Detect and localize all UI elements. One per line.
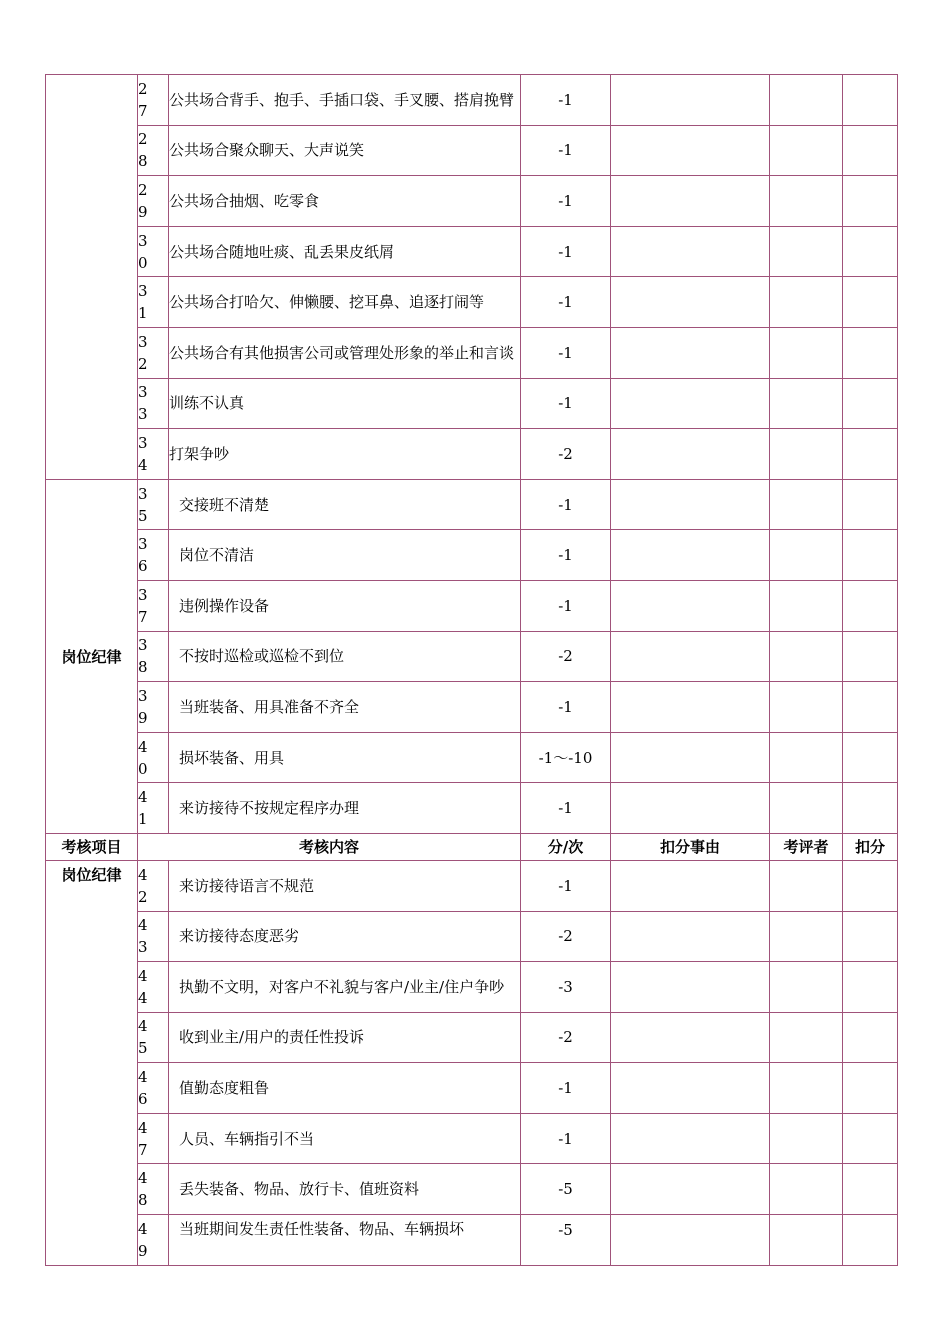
deduction-reason-cell[interactable] [611,962,770,1013]
assessment-content: 打架争吵 [169,429,521,480]
score-per-time: -2 [521,1012,611,1063]
deduction-cell[interactable] [843,479,898,530]
row-number-digit: 4 [138,1068,148,1087]
row-number-digit: 9 [138,708,148,727]
assessment-content: 公共场合背手、抱手、手插口袋、手叉腰、搭肩挽臂 [169,75,521,126]
assessment-content: 公共场合抽烟、吃零食 [169,176,521,227]
score-per-time: -5 [521,1164,611,1215]
row-number-digit: 3 [138,282,148,301]
row-number-digit: 3 [138,484,148,503]
row-number [138,277,169,328]
table-row [46,125,898,176]
assessment-content: 不按时巡检或巡检不到位 [169,631,521,682]
deduction-reason-cell[interactable] [611,631,770,682]
row-number-digit: 4 [138,1118,148,1137]
row-number-digit: 0 [138,759,148,778]
deduction-cell[interactable] [843,580,898,631]
deduction-cell[interactable] [843,682,898,733]
table-row [46,327,898,378]
reviewer-cell[interactable] [770,479,843,530]
row-number [138,479,169,530]
deduction-cell[interactable] [843,277,898,328]
score-per-time: -1 [521,479,611,530]
score-per-time: -1 [521,580,611,631]
row-number-digit: 8 [138,1191,148,1210]
row-number [138,1063,169,1114]
deduction-reason-cell[interactable] [611,1164,770,1215]
row-number-digit: 3 [138,332,148,351]
assessment-content: 人员、车辆指引不当 [169,1113,521,1164]
reviewer-cell[interactable] [770,125,843,176]
row-number-digit: 1 [138,304,148,323]
row-number [138,962,169,1013]
deduction-cell[interactable] [843,911,898,962]
score-per-time: -1 [521,176,611,227]
row-number-digit: 5 [138,506,148,525]
deduction-reason-cell[interactable] [611,277,770,328]
assessment-content: 岗位不清洁 [169,530,521,581]
table-row [46,1215,898,1266]
deduction-reason-cell[interactable] [611,1012,770,1063]
reviewer-cell[interactable] [770,327,843,378]
deduction-reason-cell[interactable] [611,530,770,581]
table-row [46,277,898,328]
deduction-reason-cell[interactable] [611,1215,770,1266]
deduction-reason-cell[interactable] [611,783,770,834]
assessment-content: 执勤不文明，对客户不礼貌与客户/业主/住户争吵 [169,962,521,1013]
table-row [46,429,898,480]
reviewer-cell[interactable] [770,962,843,1013]
row-number-digit: 2 [138,887,148,906]
score-per-time: -5 [521,1215,611,1266]
category-cell: 岗位纪律 [46,860,138,1265]
score-per-time: -1 [521,125,611,176]
reviewer-cell[interactable] [770,1063,843,1114]
deduction-reason-cell[interactable] [611,580,770,631]
row-number [138,580,169,631]
assessment-content: 当班装备、用具准备不齐全 [169,682,521,733]
assessment-content: 丢失装备、物品、放行卡、值班资料 [169,1164,521,1215]
deduction-cell[interactable] [843,327,898,378]
deduction-reason-cell[interactable] [611,75,770,126]
table-row [46,226,898,277]
reviewer-cell[interactable] [770,429,843,480]
score-per-time: -3 [521,962,611,1013]
reviewer-cell[interactable] [770,1012,843,1063]
deduction-cell[interactable] [843,530,898,581]
row-number-digit: 2 [138,79,148,98]
deduction-cell[interactable] [843,1164,898,1215]
reviewer-cell[interactable] [770,1164,843,1215]
table-row [46,530,898,581]
score-per-time: -1 [521,860,611,911]
deduction-cell[interactable] [843,1215,898,1266]
assessment-content: 公共场合打哈欠、伸懒腰、挖耳鼻、追逐打闹等 [169,277,521,328]
row-number [138,783,169,834]
score-per-time: -1 [521,327,611,378]
row-number-digit: 4 [138,455,148,474]
deduction-reason-cell[interactable] [611,125,770,176]
row-number-digit: 4 [138,1169,148,1188]
score-per-time: -2 [521,631,611,682]
deduction-cell[interactable] [843,783,898,834]
row-number-digit: 7 [138,1140,148,1159]
row-number [138,1113,169,1164]
table-row [46,580,898,631]
row-number-digit: 2 [138,354,148,373]
row-number-digit: 3 [138,636,148,655]
row-number-digit: 8 [138,152,148,171]
row-number [138,682,169,733]
row-number-digit: 4 [138,966,148,985]
deduction-reason-cell[interactable] [611,327,770,378]
row-number-digit: 3 [138,938,148,957]
score-per-time: -1 [521,75,611,126]
assessment-content: 收到业主/用户的责任性投诉 [169,1012,521,1063]
deduction-cell[interactable] [843,125,898,176]
table-row [46,911,898,962]
row-number-digit: 4 [138,988,148,1007]
score-per-time: -1 [521,378,611,429]
table-body [46,75,898,1266]
reviewer-cell[interactable] [770,530,843,581]
row-number-digit: 4 [138,737,148,756]
reviewer-cell[interactable] [770,783,843,834]
reviewer-cell[interactable] [770,860,843,911]
table-row [46,1164,898,1215]
deduction-reason-cell[interactable] [611,911,770,962]
reviewer-cell[interactable] [770,631,843,682]
header-score: 分/次 [521,833,611,860]
table-row [46,75,898,126]
table-row [46,682,898,733]
header-reason: 扣分事由 [611,833,770,860]
reviewer-cell[interactable] [770,911,843,962]
assessment-content: 公共场合有其他损害公司或管理处形象的举止和言谈 [169,327,521,378]
row-number-digit: 8 [138,658,148,677]
row-number [138,125,169,176]
row-number-digit: 3 [138,686,148,705]
deduction-cell[interactable] [843,429,898,480]
score-per-time: -1 [521,226,611,277]
reviewer-cell[interactable] [770,1113,843,1164]
row-number [138,530,169,581]
deduction-reason-cell[interactable] [611,226,770,277]
deduction-reason-cell[interactable] [611,732,770,783]
table-row [46,1063,898,1114]
reviewer-cell[interactable] [770,1215,843,1266]
row-number-digit: 3 [138,585,148,604]
header-row [46,833,898,860]
score-per-time: -1 [521,1063,611,1114]
deduction-reason-cell[interactable] [611,860,770,911]
table-row [46,631,898,682]
row-number [138,911,169,962]
deduction-reason-cell[interactable] [611,479,770,530]
table-row [46,479,898,530]
row-number [138,860,169,911]
score-per-time: -1 [521,1113,611,1164]
table-row [46,783,898,834]
row-number [138,1164,169,1215]
deduction-cell[interactable] [843,75,898,126]
reviewer-cell[interactable] [770,75,843,126]
row-number-digit: 4 [138,865,148,884]
deduction-reason-cell[interactable] [611,429,770,480]
reviewer-cell[interactable] [770,277,843,328]
row-number [138,732,169,783]
row-number [138,378,169,429]
header-deduction: 扣分 [843,833,898,860]
reviewer-cell[interactable] [770,732,843,783]
row-number-digit: 7 [138,101,148,120]
header-content: 考核内容 [138,833,521,860]
deduction-cell[interactable] [843,1113,898,1164]
row-number-digit: 3 [138,383,148,402]
score-per-time: -1 [521,682,611,733]
row-number [138,226,169,277]
score-per-time: -2 [521,911,611,962]
row-number-digit: 9 [138,202,148,221]
row-number-digit: 4 [138,1219,148,1238]
deduction-cell[interactable] [843,176,898,227]
deduction-reason-cell[interactable] [611,1063,770,1114]
assessment-content: 来访接待态度恶劣 [169,911,521,962]
assessment-content: 违例操作设备 [169,580,521,631]
assessment-content: 训练不认真 [169,378,521,429]
score-per-time: -1 [521,530,611,581]
row-number [138,1215,169,1266]
row-number [138,1012,169,1063]
deduction-cell[interactable] [843,631,898,682]
assessment-content: 当班期间发生责任性装备、物品、车辆损坏 [169,1215,521,1266]
deduction-cell[interactable] [843,732,898,783]
deduction-reason-cell[interactable] [611,176,770,227]
row-number-digit: 7 [138,607,148,626]
row-number [138,631,169,682]
row-number-digit: 2 [138,180,148,199]
reviewer-cell[interactable] [770,176,843,227]
assessment-content: 来访接待不按规定程序办理 [169,783,521,834]
assessment-content: 交接班不清楚 [169,479,521,530]
score-per-time: -2 [521,429,611,480]
header-reviewer: 考评者 [770,833,843,860]
row-number-digit: 3 [138,433,148,452]
deduction-cell[interactable] [843,1063,898,1114]
header-item: 考核项目 [46,833,138,860]
row-number [138,75,169,126]
score-per-time: -1 [521,277,611,328]
row-number-digit: 9 [138,1241,148,1260]
row-number-digit: 6 [138,1090,148,1109]
row-number-digit: 4 [138,1017,148,1036]
category-cell: 岗位纪律 [46,479,138,833]
reviewer-cell[interactable] [770,226,843,277]
table-row [46,732,898,783]
assessment-content: 来访接待语言不规范 [169,860,521,911]
row-number-digit: 1 [138,810,148,829]
table-row [46,962,898,1013]
score-per-time: -1～-10 [521,732,611,783]
row-number-digit: 4 [138,916,148,935]
reviewer-cell[interactable] [770,682,843,733]
table-row [46,1113,898,1164]
row-number [138,327,169,378]
deduction-reason-cell[interactable] [611,682,770,733]
reviewer-cell[interactable] [770,378,843,429]
row-number-digit: 0 [138,253,148,272]
row-number-digit: 2 [138,130,148,149]
assessment-table [45,74,898,1266]
assessment-content: 公共场合随地吐痰、乱丢果皮纸屑 [169,226,521,277]
table-row [46,176,898,227]
deduction-cell[interactable] [843,860,898,911]
table-row [46,860,898,911]
deduction-cell[interactable] [843,378,898,429]
reviewer-cell[interactable] [770,580,843,631]
table-row [46,1012,898,1063]
deduction-cell[interactable] [843,226,898,277]
row-number-digit: 3 [138,231,148,250]
deduction-cell[interactable] [843,962,898,1013]
deduction-cell[interactable] [843,1012,898,1063]
assessment-content: 公共场合聚众聊天、大声说笑 [169,125,521,176]
row-number-digit: 4 [138,788,148,807]
deduction-reason-cell[interactable] [611,378,770,429]
row-number [138,176,169,227]
row-number-digit: 3 [138,535,148,554]
row-number [138,429,169,480]
assessment-content: 损坏装备、用具 [169,732,521,783]
score-per-time: -1 [521,783,611,834]
assessment-content: 值勤态度粗鲁 [169,1063,521,1114]
category-cell [46,75,138,480]
row-number-digit: 5 [138,1039,148,1058]
table-row [46,378,898,429]
deduction-reason-cell[interactable] [611,1113,770,1164]
row-number-digit: 6 [138,557,148,576]
row-number-digit: 3 [138,405,148,424]
